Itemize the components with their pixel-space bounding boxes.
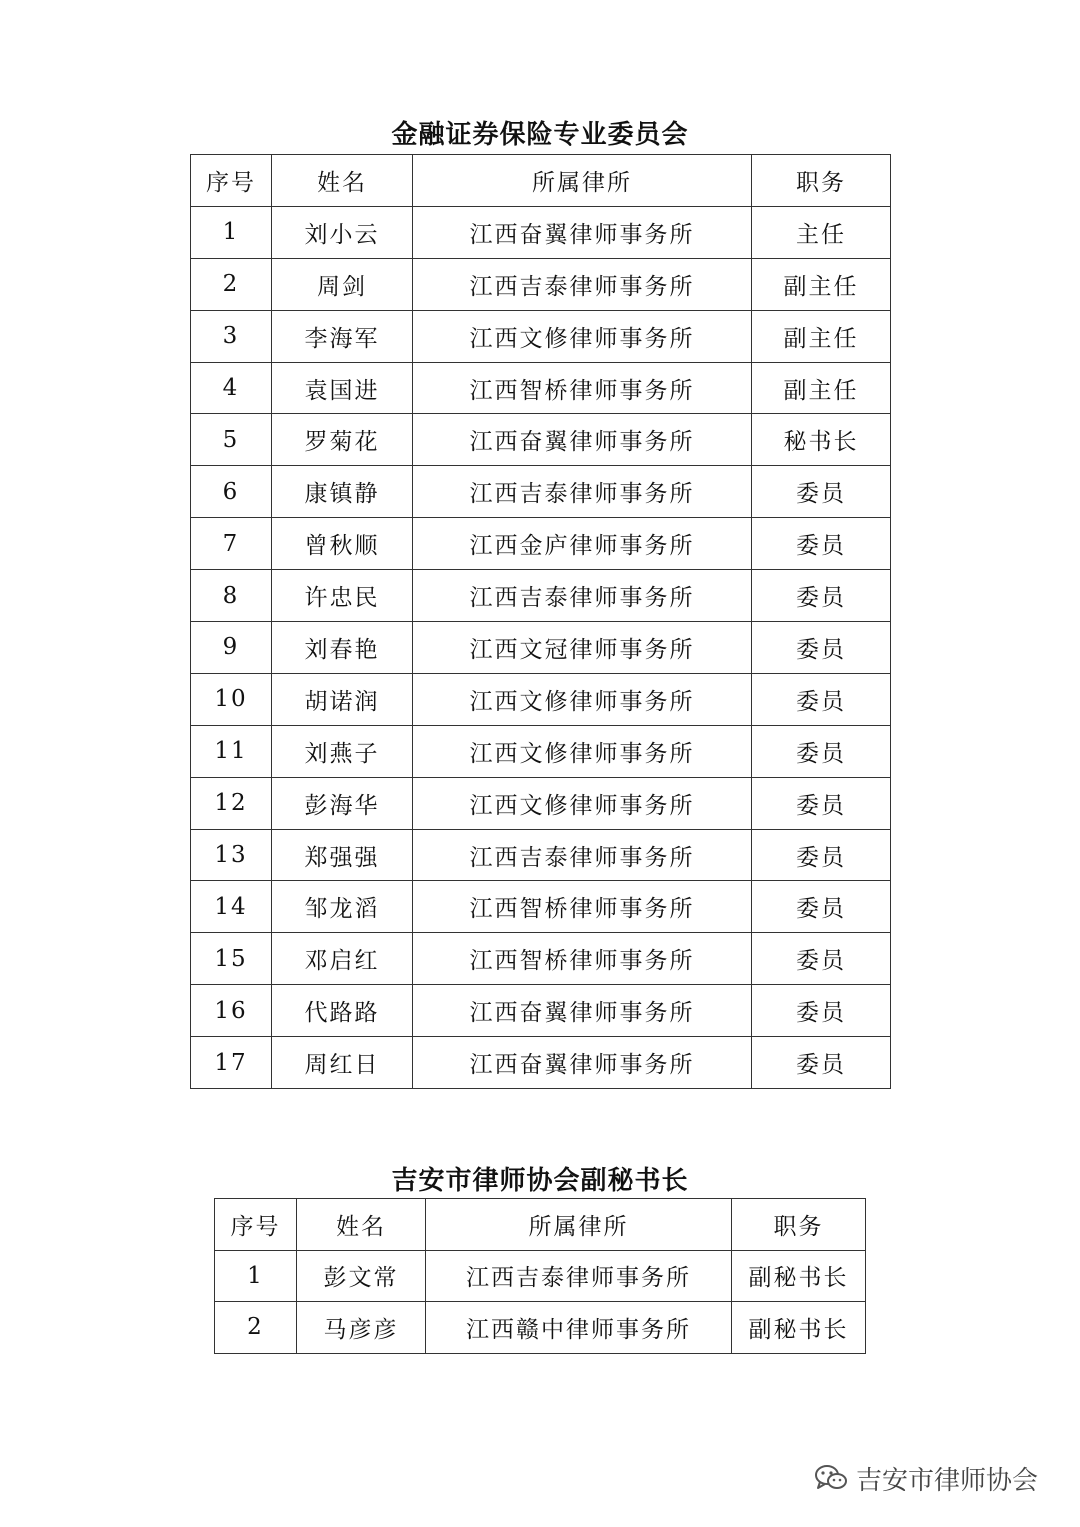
- cell-position: 副秘书长: [732, 1250, 866, 1302]
- cell-firm: 江西吉泰律师事务所: [413, 258, 752, 310]
- cell-name: 袁国进: [272, 362, 413, 414]
- cell-firm: 江西奋翼律师事务所: [413, 1037, 752, 1089]
- cell-index: 16: [191, 985, 272, 1037]
- table-row: [215, 1250, 866, 1302]
- cell-name: 刘小云: [272, 206, 413, 258]
- cell-name: 罗菊花: [272, 414, 413, 466]
- cell-position: 委员: [752, 725, 891, 777]
- cell-firm: 江西赣中律师事务所: [426, 1302, 732, 1354]
- cell-position: 委员: [752, 985, 891, 1037]
- cell-firm: 江西吉泰律师事务所: [426, 1250, 732, 1302]
- cell-index: 14: [191, 881, 272, 933]
- header-position: 职务: [752, 155, 891, 207]
- cell-name: 郑强强: [272, 829, 413, 881]
- cell-name: 刘燕子: [272, 725, 413, 777]
- table-row: [191, 881, 891, 933]
- cell-firm: 江西奋翼律师事务所: [413, 414, 752, 466]
- cell-name: 李海军: [272, 310, 413, 362]
- cell-position: 秘书长: [752, 414, 891, 466]
- cell-index: 1: [191, 206, 272, 258]
- cell-index: 6: [191, 466, 272, 518]
- table-row: [191, 466, 891, 518]
- cell-firm: 江西吉泰律师事务所: [413, 570, 752, 622]
- header-name: 姓名: [297, 1199, 426, 1251]
- cell-index: 13: [191, 829, 272, 881]
- header-name: 姓名: [272, 155, 413, 207]
- cell-name: 周红日: [272, 1037, 413, 1089]
- wechat-watermark: [814, 1458, 1038, 1498]
- cell-firm: 江西奋翼律师事务所: [413, 985, 752, 1037]
- cell-firm: 江西智桥律师事务所: [413, 933, 752, 985]
- header-index: 序号: [191, 155, 272, 207]
- cell-firm: 江西文修律师事务所: [413, 673, 752, 725]
- cell-name: 胡诺润: [272, 673, 413, 725]
- finance-committee-table: [190, 154, 891, 1089]
- cell-index: 15: [191, 933, 272, 985]
- table-row: [191, 570, 891, 622]
- watermark-text: 吉安市律师协会: [856, 1465, 1039, 1496]
- cell-position: 委员: [752, 829, 891, 881]
- cell-firm: 江西文修律师事务所: [413, 310, 752, 362]
- cell-position: 委员: [752, 777, 891, 829]
- cell-name: 周剑: [272, 258, 413, 310]
- cell-name: 刘春艳: [272, 622, 413, 674]
- cell-position: 委员: [752, 466, 891, 518]
- cell-firm: 江西文修律师事务所: [413, 725, 752, 777]
- cell-name: 邓启红: [272, 933, 413, 985]
- wechat-icon: [814, 1463, 848, 1493]
- cell-position: 副秘书长: [732, 1302, 866, 1354]
- cell-firm: 江西奋翼律师事务所: [413, 206, 752, 258]
- table-row: [191, 725, 891, 777]
- cell-position: 委员: [752, 518, 891, 570]
- cell-index: 3: [191, 310, 272, 362]
- cell-position: 委员: [752, 1037, 891, 1089]
- table-row: [191, 258, 891, 310]
- cell-name: 彭文常: [297, 1250, 426, 1302]
- header-index: 序号: [215, 1199, 297, 1251]
- cell-name: 马彦彦: [297, 1302, 426, 1354]
- deputy-secretaries-table: [214, 1198, 866, 1354]
- cell-name: 许忠民: [272, 570, 413, 622]
- cell-firm: 江西金庐律师事务所: [413, 518, 752, 570]
- cell-position: 委员: [752, 933, 891, 985]
- table-row: [191, 777, 891, 829]
- cell-firm: 江西吉泰律师事务所: [413, 466, 752, 518]
- cell-position: 副主任: [752, 310, 891, 362]
- cell-index: 2: [191, 258, 272, 310]
- table-row: [191, 673, 891, 725]
- table-header-row: [191, 155, 891, 207]
- cell-index: 8: [191, 570, 272, 622]
- header-firm: 所属律所: [426, 1199, 732, 1251]
- cell-firm: 江西智桥律师事务所: [413, 362, 752, 414]
- cell-firm: 江西文修律师事务所: [413, 777, 752, 829]
- cell-position: 委员: [752, 673, 891, 725]
- table-row: [191, 985, 891, 1037]
- cell-position: 委员: [752, 622, 891, 674]
- table-header-row: [215, 1199, 866, 1251]
- cell-index: 9: [191, 622, 272, 674]
- cell-index: 7: [191, 518, 272, 570]
- cell-index: 5: [191, 414, 272, 466]
- table-row: [191, 829, 891, 881]
- cell-index: 1: [215, 1250, 297, 1302]
- cell-firm: 江西吉泰律师事务所: [413, 829, 752, 881]
- cell-name: 彭海华: [272, 777, 413, 829]
- cell-index: 11: [191, 725, 272, 777]
- cell-index: 10: [191, 673, 272, 725]
- table-row: [215, 1302, 866, 1354]
- cell-position: 副主任: [752, 362, 891, 414]
- table-row: [191, 622, 891, 674]
- cell-position: 主任: [752, 206, 891, 258]
- table-row: [191, 518, 891, 570]
- table-row: [191, 414, 891, 466]
- cell-position: 副主任: [752, 258, 891, 310]
- section-title-finance-committee: 金融证券保险专业委员会: [391, 120, 689, 150]
- cell-index: 12: [191, 777, 272, 829]
- table-row: [191, 206, 891, 258]
- header-position: 职务: [732, 1199, 866, 1251]
- cell-name: 康镇静: [272, 466, 413, 518]
- cell-name: 曾秋顺: [272, 518, 413, 570]
- table-row: [191, 362, 891, 414]
- section-title-deputy-secretaries: 吉安市律师协会副秘书长: [391, 1166, 689, 1196]
- cell-name: 代路路: [272, 985, 413, 1037]
- table-row: [191, 1037, 891, 1089]
- cell-index: 2: [215, 1302, 297, 1354]
- table-row: [191, 933, 891, 985]
- cell-name: 邹龙滔: [272, 881, 413, 933]
- cell-position: 委员: [752, 570, 891, 622]
- cell-firm: 江西智桥律师事务所: [413, 881, 752, 933]
- cell-index: 4: [191, 362, 272, 414]
- cell-firm: 江西文冠律师事务所: [413, 622, 752, 674]
- table-row: [191, 310, 891, 362]
- cell-position: 委员: [752, 881, 891, 933]
- cell-index: 17: [191, 1037, 272, 1089]
- header-firm: 所属律所: [413, 155, 752, 207]
